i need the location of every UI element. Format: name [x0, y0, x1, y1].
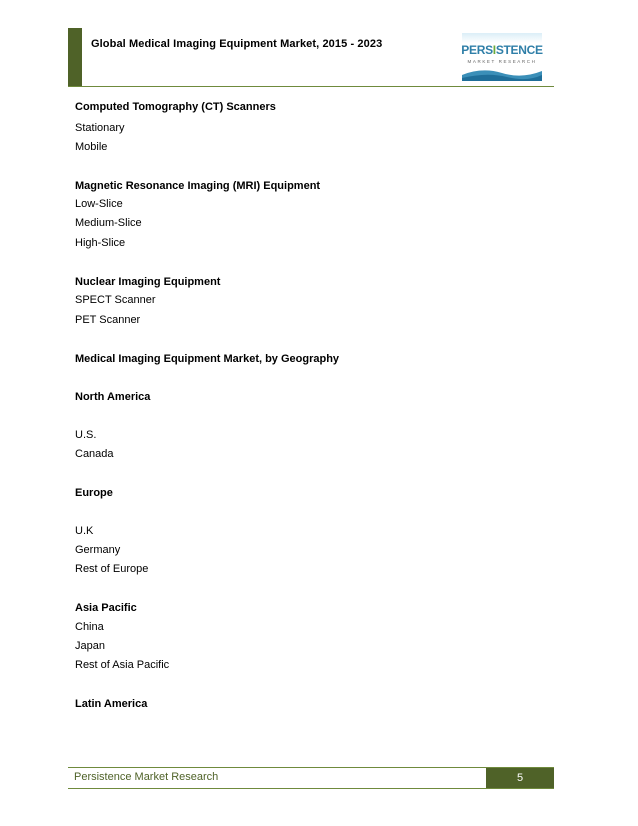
list-item: Canada	[75, 448, 114, 460]
list-item: Germany	[75, 544, 121, 556]
list-item: SPECT Scanner	[75, 294, 156, 306]
list-item: PET Scanner	[75, 314, 141, 326]
section-heading: Nuclear Imaging Equipment	[75, 276, 221, 288]
list-item: Rest of Europe	[75, 563, 149, 575]
section-heading: Computed Tomography (CT) Scanners	[75, 101, 276, 113]
section-heading: Latin America	[75, 698, 148, 710]
logo-wordmark-main: PERS	[461, 43, 493, 57]
page-number: 5	[486, 768, 554, 788]
list-item: China	[75, 621, 104, 633]
company-logo	[460, 33, 544, 81]
logo-wordmark-rest: STENCE	[495, 43, 543, 57]
page-footer	[68, 767, 554, 789]
list-item: U.S.	[75, 429, 97, 441]
page-header	[68, 28, 554, 87]
section-heading: Europe	[75, 487, 113, 499]
section-heading: Magnetic Resonance Imaging (MRI) Equipment	[75, 180, 321, 192]
list-item: Rest of Asia Pacific	[75, 659, 170, 671]
logo-sky	[462, 33, 542, 43]
logo-subtitle: MARKET RESEARCH	[467, 59, 537, 64]
logo-wordmark	[460, 43, 544, 57]
list-item: High-Slice	[75, 237, 126, 249]
list-item: Stationary	[75, 122, 125, 134]
section-heading: Asia Pacific	[75, 602, 137, 614]
logo-wave-icon	[462, 67, 542, 81]
list-item: Low-Slice	[75, 198, 123, 210]
section-heading: Medical Imaging Equipment Market, by Geography	[75, 353, 340, 365]
footer-company: Persistence Market Research	[74, 771, 219, 783]
list-item: Japan	[75, 640, 105, 652]
section-heading: North America	[75, 391, 151, 403]
list-item: U.K	[75, 525, 94, 537]
header-accent-bar	[68, 28, 82, 86]
list-item: Mobile	[75, 141, 108, 153]
logo-wordmark-accent: I	[492, 43, 496, 57]
list-item: Medium-Slice	[75, 217, 142, 229]
header-title: Global Medical Imaging Equipment Market, 2015 - 2023	[91, 38, 383, 50]
